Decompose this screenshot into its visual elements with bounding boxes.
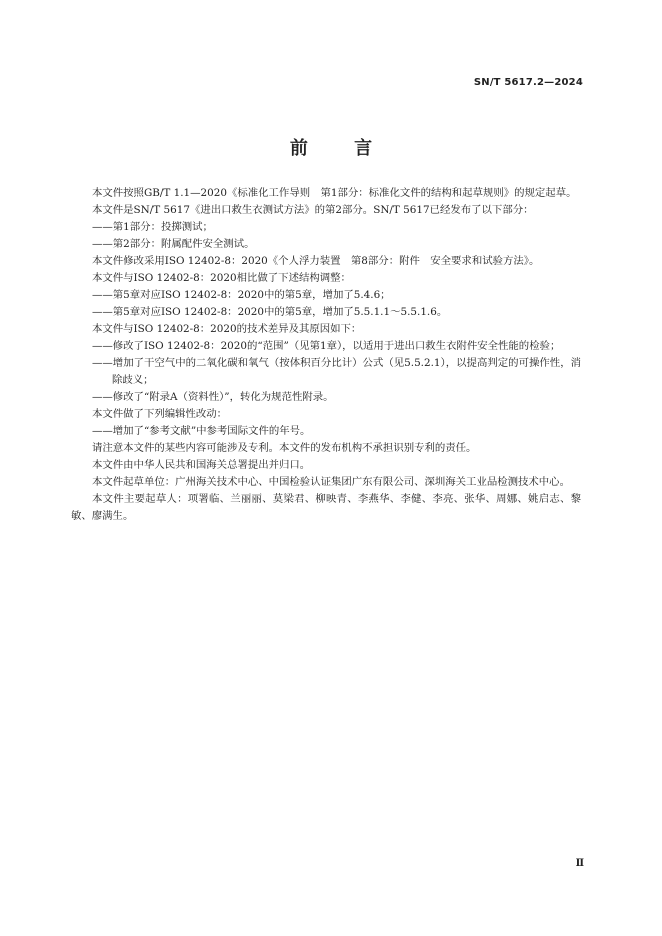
dash-list-item: ——增加了“参考文献”中参考国际文件的年号。 — [92, 425, 311, 437]
dash-list-item: ——第2部分：附属配件安全测试。 — [92, 238, 255, 250]
paragraph: 本文件是SN/T 5617《进出口救生衣测试方法》的第2部分。SN/T 5617已经发布了以下部分： — [92, 204, 534, 216]
page-title: 前 言 — [289, 138, 393, 159]
paragraph: 本文件起草单位：广州海关技术中心、中国检验认证集团广东有限公司、深圳海关工业品检测技术中心。 — [92, 476, 570, 488]
dash-list-item: ——增加了干空气中的二氧化碳和氧气（按体积百分比计）公式（见5.5.2.1），以提高判定的可操作性，消除歧义； — [92, 357, 581, 386]
paragraph: 本文件主要起草人：项署临、兰丽丽、莫梁君、柳映青、李燕华、李健、李亮、张华、周娜、姚启志、黎敏、廖满生。 — [71, 493, 581, 522]
paragraph: 本文件修改采用ISO 12402-8：2020《个人浮力装置 第8部分：附件 安全要求和试验方法》。 — [92, 255, 540, 267]
paragraph: 本文件按照GB/T 1.1—2020《标准化工作导则 第1部分：标准化文件的结构和起草规则》的规定起草。 — [92, 187, 577, 199]
page-number: Ⅱ — [575, 858, 584, 869]
paragraph: 本文件做了下列编辑性改动： — [92, 408, 228, 420]
dash-list-item: ——第5章对应ISO 12402-8：2020中的第5章，增加了5.4.6； — [92, 289, 391, 301]
paragraph: 本文件由中华人民共和国海关总署提出并归口。 — [92, 459, 311, 471]
paragraph: 请注意本文件的某些内容可能涉及专利。本文件的发布机构不承担识别专利的责任。 — [92, 442, 477, 454]
paragraph: 本文件与ISO 12402-8：2020相比做了下述结构调整： — [92, 272, 351, 284]
standard-code: SN/T 5617.2—2024 — [473, 77, 583, 88]
dash-list-item: ——第1部分：投掷测试； — [92, 221, 213, 233]
paragraph: 本文件与ISO 12402-8：2020的技术差异及其原因如下： — [92, 323, 362, 335]
dash-list-item: ——第5章对应ISO 12402-8：2020中的第5章，增加了5.5.1.1～5.5.1.6。 — [92, 306, 448, 318]
foreword-body — [71, 185, 581, 525]
dash-list-item: ——修改了ISO 12402-8：2020的“范围”（见第1章），以适用于进出口救生衣附件安全性能的检验； — [92, 340, 561, 352]
dash-list-item: ——修改了“附录A（资料性）”，转化为规范性附录。 — [92, 391, 334, 403]
